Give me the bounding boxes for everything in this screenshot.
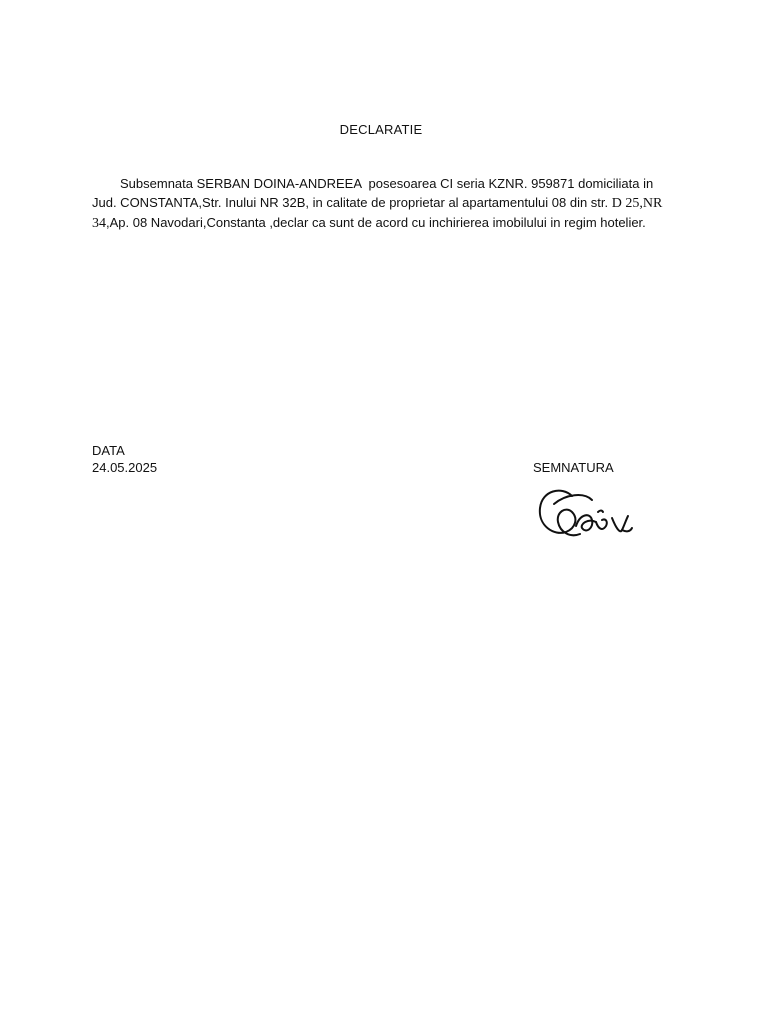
declaration-body (92, 174, 672, 233)
paragraph-text-address: D 25,NR 34 (92, 196, 666, 231)
paragraph-text-part3: ,Ap. 08 Navodari,Constanta ,declar ca sunt de acord cu inchirierea imobilului in regim hotelier. (106, 215, 646, 230)
date-label: DATA (92, 443, 125, 458)
date-value: 24.05.2025 (92, 460, 158, 475)
handwritten-signature (532, 482, 638, 544)
paragraph-text-part1: Subsemnata SERBAN DOINA-ANDREEA posesoarea CI seria KZNR. 959871 domiciliata in Jud. CONSTANTA,Str. Inului NR 32B, in calitate de proprietar al apartamentului 08 din str. (92, 176, 657, 210)
signature-label: SEMNATURA (533, 460, 614, 475)
declaration-paragraph (92, 174, 672, 233)
document-title: DECLARATIE (339, 122, 423, 137)
